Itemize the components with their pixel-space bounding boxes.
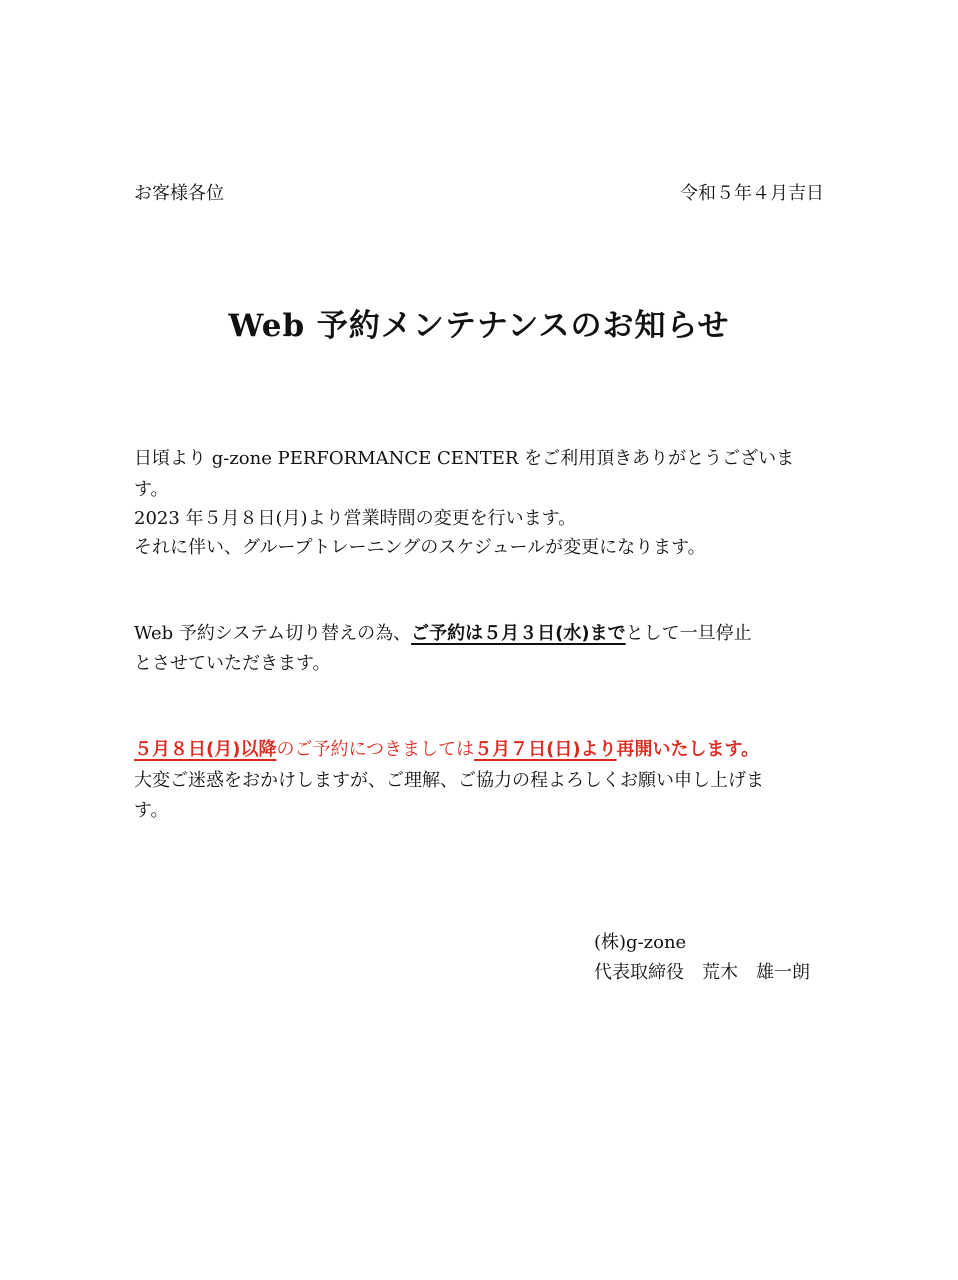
paragraph-2-line-1 (134, 622, 752, 646)
addressee: お客様各位 (134, 183, 224, 204)
paragraph-2-suffix: として一旦停止 (625, 623, 752, 644)
after-date-emphasis: ５月８日(月)以降 (134, 739, 277, 760)
paragraph-3-text-a: のご予約につきましては (276, 739, 475, 760)
paragraph-2-prefix: Web 予約システム切り替えの為、 (134, 623, 412, 644)
reopen-date-emphasis: ５月７日(日)より (474, 739, 617, 760)
paragraph-1-line-4: それに伴い、グループトレーニングのスケジュールが変更になります。 (134, 537, 706, 558)
paragraph-3-line-1 (134, 738, 759, 762)
paragraph-3-line-3: す。 (134, 800, 169, 821)
reservation-deadline-emphasis: ご予約は５月３日(水)まで (411, 623, 626, 644)
paragraph-3-text-b: 再開いたします。 (616, 739, 760, 760)
document-title: Web 予約メンテナンスのお知らせ (228, 308, 730, 344)
paragraph-1-line-2: す。 (134, 479, 169, 500)
signature-representative: 代表取締役 荒木 雄一朗 (594, 962, 810, 983)
issue-date: 令和５年４月吉日 (680, 183, 824, 204)
paragraph-1-line-3: 2023 年５月８日(月)より営業時間の変更を行います。 (134, 508, 577, 529)
paragraph-3-line-2: 大変ご迷惑をおかけしますが、ご理解、ご協力の程よろしくお願い申し上げま (134, 770, 764, 791)
signature-company: (株)g-zone (594, 932, 687, 953)
paragraph-1-line-1: 日頃より g-zone PERFORMANCE CENTER をご利用頂きありがとうございま (134, 448, 795, 469)
paragraph-2-line-2: とさせていただきます。 (134, 653, 331, 674)
